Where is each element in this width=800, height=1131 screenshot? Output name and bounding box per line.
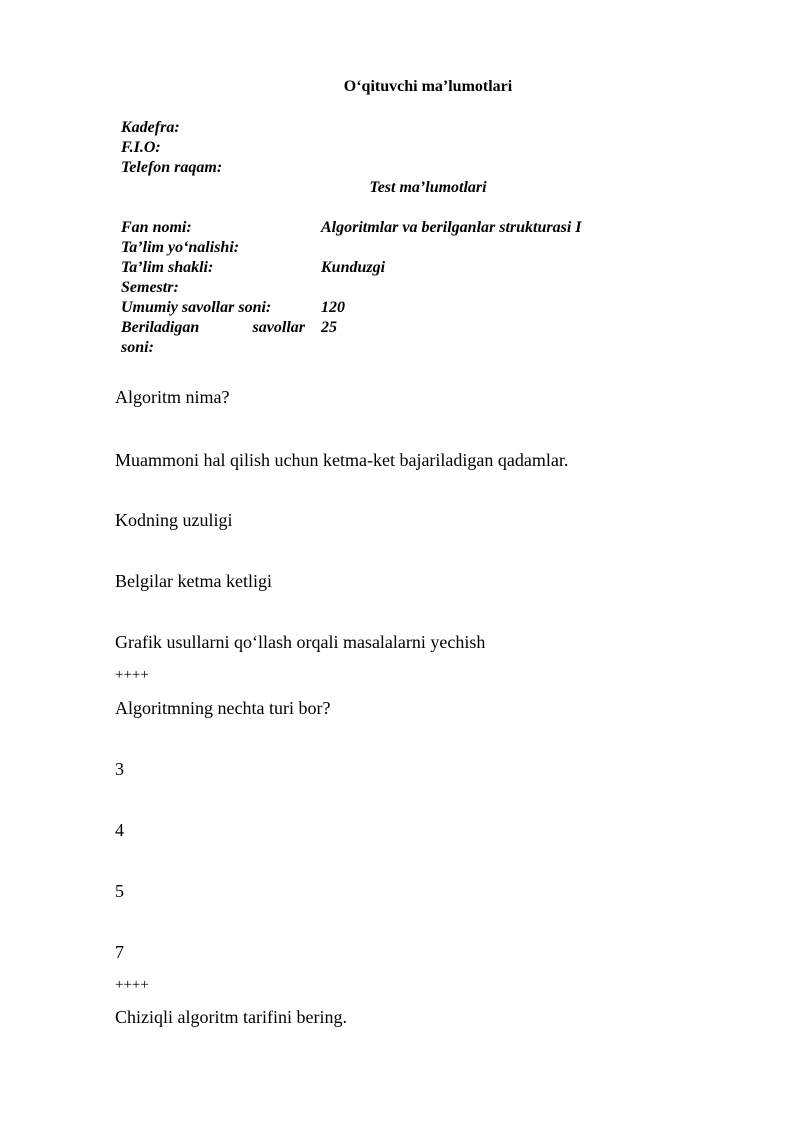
- page-title: O‘qituvchi ma’lumotlari: [343, 78, 513, 95]
- test-info-row: [121, 318, 582, 358]
- subject-name-value: Algoritmlar va berilganlar strukturasi I: [321, 219, 582, 236]
- department-label: Kadefra:: [121, 119, 180, 136]
- answer-option: 5: [115, 881, 124, 901]
- question-separator: ++++: [115, 977, 149, 993]
- education-form-value: Kunduzgi: [321, 259, 386, 276]
- test-info-row: [121, 238, 582, 258]
- education-form-label: Ta’lim shakli:: [121, 259, 214, 276]
- answer-option: Kodning uzuligi: [115, 510, 233, 530]
- test-info-row: [121, 298, 582, 318]
- answer-option: 3: [115, 759, 124, 779]
- given-questions-label-word: Beriladigan: [121, 319, 200, 336]
- semester-label: Semestr:: [121, 279, 179, 296]
- given-questions-label-word: savollar: [252, 319, 305, 336]
- question-text: Chiziqli algoritm tarifini bering.: [115, 1007, 347, 1027]
- full-name-label: F.I.O:: [121, 139, 161, 156]
- subject-name-label: Fan nomi:: [121, 219, 192, 236]
- answer-option: 4: [115, 820, 124, 840]
- question-separator: ++++: [115, 667, 149, 683]
- total-questions-value: 120: [321, 299, 345, 316]
- given-questions-value: 25: [321, 319, 337, 336]
- test-info-row: [121, 218, 582, 238]
- question-text: Algoritmning nechta turi bor?: [115, 698, 331, 718]
- answer-option: Belgilar ketma ketligi: [115, 571, 272, 591]
- phone-label: Telefon raqam:: [121, 159, 223, 176]
- question-text: Algoritm nima?: [115, 387, 230, 407]
- given-questions-label: [121, 318, 321, 358]
- test-info-title: Test ma’lumotlari: [369, 179, 487, 196]
- given-questions-label-word: soni:: [121, 339, 154, 356]
- test-info-table: [121, 218, 582, 358]
- total-questions-label: Umumiy savollar soni:: [121, 299, 272, 316]
- answer-option: Muammoni hal qilish uchun ketma-ket bajariladigan qadamlar.: [115, 450, 569, 470]
- test-info-row: [121, 278, 582, 298]
- answer-option: Grafik usullarni qo‘llash orqali masalalarni yechish: [115, 632, 486, 652]
- education-direction-label: Ta’lim yo‘nalishi:: [121, 239, 240, 256]
- answer-option: 7: [115, 942, 124, 962]
- teacher-info-block: [121, 118, 222, 178]
- test-info-row: [121, 258, 582, 278]
